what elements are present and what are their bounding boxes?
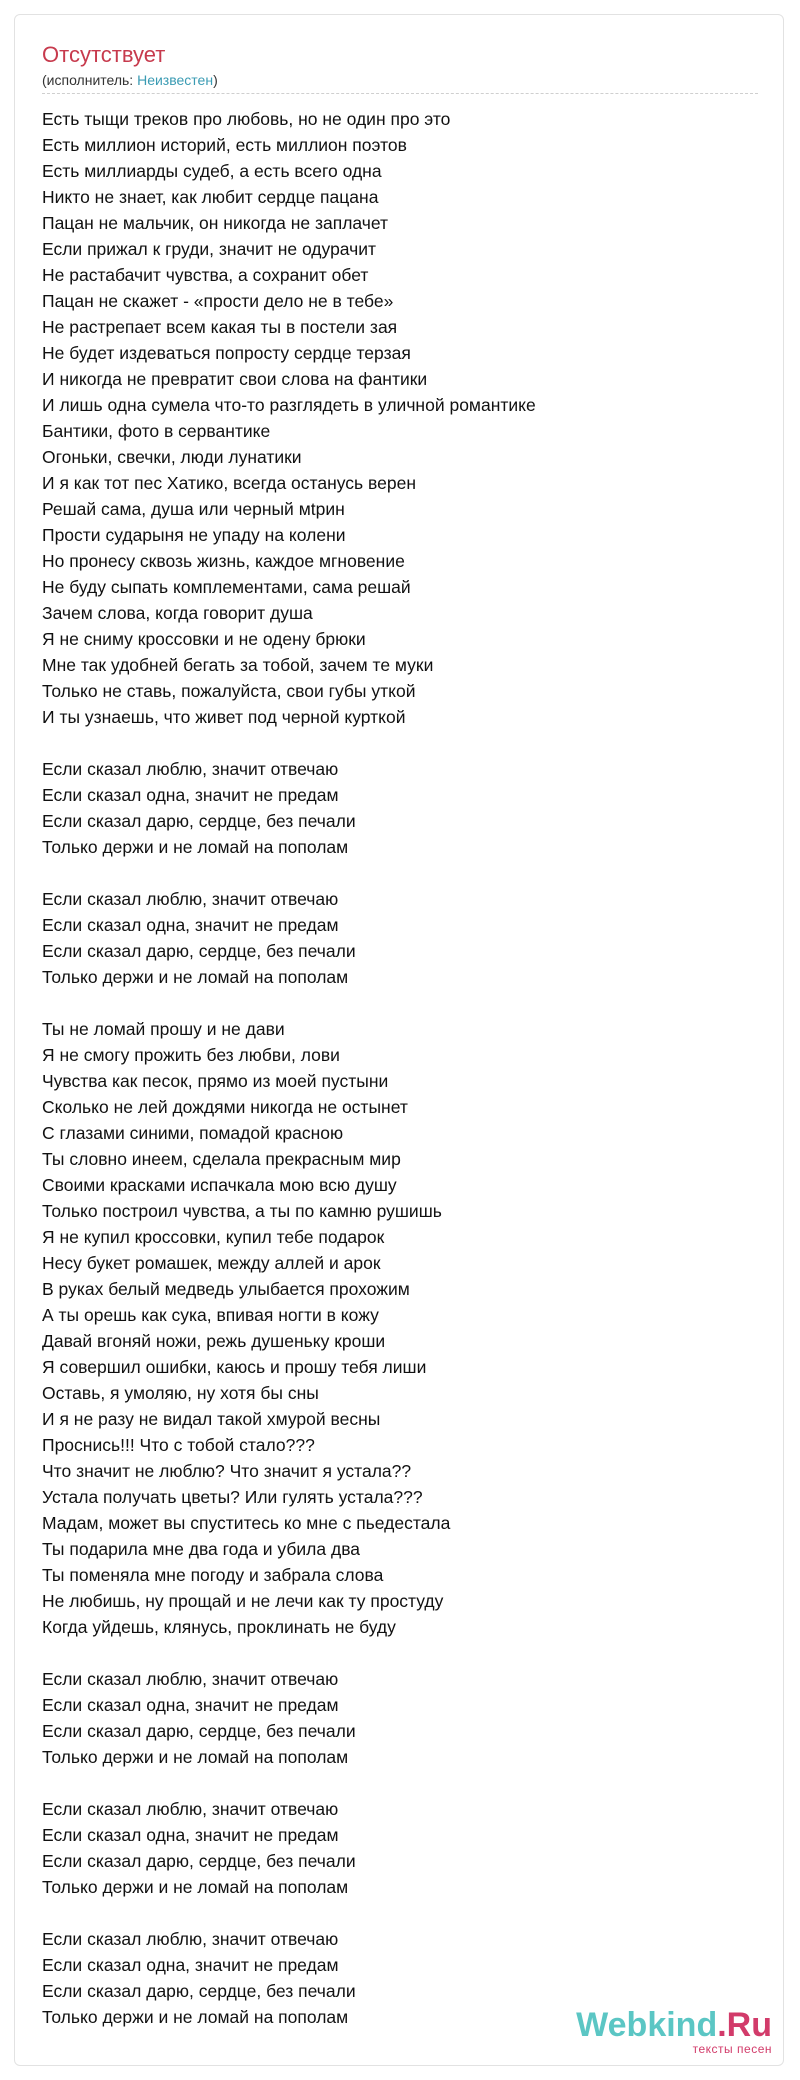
lyric-line: Давай вгоняй ножи, режь душеньку кроши	[42, 1331, 386, 1351]
lyric-line: В руках белый медведь улыбается прохожим	[42, 1279, 410, 1299]
lyric-line: Если сказал дарю, сердце, без печали	[42, 1981, 356, 2001]
lyric-line: И лишь одна сумела что-то разглядеть в уличной романтике	[42, 395, 536, 415]
artist-prefix: (исполнитель:	[42, 72, 138, 88]
lyric-line: Никто не знает, как любит сердце пацана	[42, 187, 379, 207]
lyric-line: Если сказал одна, значит не предам	[42, 785, 339, 805]
artist-suffix: )	[213, 72, 218, 88]
stanza-break	[42, 860, 758, 886]
lyric-line: Есть миллиарды судеб, а есть всего одна	[42, 161, 382, 181]
lyric-line: Огоньки, свечки, люди лунатики	[42, 447, 302, 467]
lyric-line: Только держи и не ломай на пополам	[42, 837, 349, 857]
lyric-line: Пацан не скажет - «прости дело не в тебе»	[42, 291, 394, 311]
lyric-line: Если сказал дарю, сердце, без печали	[42, 1851, 356, 1871]
lyrics-block	[42, 106, 758, 2030]
lyric-line: Только держи и не ломай на пополам	[42, 1877, 349, 1897]
site-logo[interactable]	[576, 2008, 772, 2056]
artist-link[interactable]: Неизвестен	[137, 72, 214, 88]
lyric-line: Что значит не люблю? Что значит я устала??	[42, 1461, 412, 1481]
lyric-line: Прости сударыня не упаду на колени	[42, 525, 346, 545]
lyric-line: Зачем слова, когда говорит душа	[42, 603, 313, 623]
lyric-line: Если сказал люблю, значит отвечаю	[42, 1929, 339, 1949]
lyric-line: Не растабачит чувства, а сохранит обет	[42, 265, 369, 285]
lyric-line: Если сказал дарю, сердце, без печали	[42, 941, 356, 961]
logo-tagline: тексты песен	[692, 2042, 772, 2056]
lyric-line: Только держи и не ломай на пополам	[42, 1747, 349, 1767]
lyric-line: Если сказал дарю, сердце, без печали	[42, 1721, 356, 1741]
lyric-line: Если сказал одна, значит не предам	[42, 1825, 339, 1845]
lyric-line: Несу букет ромашек, между аллей и арок	[42, 1253, 381, 1273]
lyric-line: И я не разу не видал такой хмурой весны	[42, 1409, 381, 1429]
logo-wordmark	[576, 2008, 772, 2042]
lyric-line: Чувства как песок, прямо из моей пустыни	[42, 1071, 389, 1091]
lyric-line: Ты поменяла мне погоду и забрала слова	[42, 1565, 384, 1585]
logo-main-part: Webkind	[576, 2006, 718, 2044]
lyric-line: Оставь, я умоляю, ну хотя бы сны	[42, 1383, 319, 1403]
stanza-break	[42, 1640, 758, 1666]
lyric-line: Если сказал дарю, сердце, без печали	[42, 811, 356, 831]
lyric-line: Ты словно инеем, сделала прекрасным мир	[42, 1149, 401, 1169]
lyric-line: Только построил чувства, а ты по камню рушишь	[42, 1201, 442, 1221]
logo-domain-part: .Ru	[717, 2006, 772, 2044]
lyric-line: Не буду сыпать комплементами, сама решай	[42, 577, 411, 597]
lyric-line: Когда уйдешь, клянусь, проклинать не буду	[42, 1617, 396, 1637]
lyric-line: Я не смогу прожить без любви, лови	[42, 1045, 340, 1065]
lyric-line: Если сказал одна, значит не предам	[42, 1955, 339, 1975]
lyric-line: Но пронесу сквозь жизнь, каждое мгновение	[42, 551, 405, 571]
lyric-line: Если сказал одна, значит не предам	[42, 915, 339, 935]
lyric-line: Ты подарила мне два года и убила два	[42, 1539, 361, 1559]
lyric-line: И ты узнаешь, что живет под черной курткой	[42, 707, 406, 727]
song-title: Отсутствует	[42, 42, 166, 67]
lyric-line: Если сказал одна, значит не предам	[42, 1695, 339, 1715]
header-divider	[42, 93, 758, 94]
lyric-line: С глазами синими, помадой красною	[42, 1123, 344, 1143]
lyric-line: Если сказал люблю, значит отвечаю	[42, 759, 339, 779]
lyric-line: Пацан не мальчик, он никогда не заплачет	[42, 213, 389, 233]
lyric-line: Я не купил кроссовки, купил тебе подарок	[42, 1227, 385, 1247]
lyric-line: Решай сама, душа или черный мtрин	[42, 499, 345, 519]
lyric-line: Только не ставь, пожалуйста, свои губы уткой	[42, 681, 416, 701]
lyric-line: Только держи и не ломай на пополам	[42, 2007, 349, 2027]
stanza-break	[42, 990, 758, 1016]
lyric-line: Проснись!!! Что с тобой стало???	[42, 1435, 315, 1455]
lyric-line: Ты не ломай прошу и не дави	[42, 1019, 285, 1039]
lyric-line: Есть миллион историй, есть миллион поэтов	[42, 135, 407, 155]
lyric-line: Есть тыщи треков про любовь, но не один про это	[42, 109, 451, 129]
lyric-line: Устала получать цветы? Или гулять устала???	[42, 1487, 423, 1507]
stanza-break	[42, 730, 758, 756]
lyric-line: Не будет издеваться попросту сердце терзая	[42, 343, 411, 363]
lyric-line: Если прижал к груди, значит не одурачит	[42, 239, 377, 259]
lyric-line: Не растрепает всем какая ты в постели зая	[42, 317, 398, 337]
lyric-line: Если сказал люблю, значит отвечаю	[42, 1799, 339, 1819]
lyric-line: Если сказал люблю, значит отвечаю	[42, 889, 339, 909]
lyric-line: Сколько не лей дождями никогда не остынет	[42, 1097, 408, 1117]
lyric-line: И я как тот пес Хатико, всегда останусь верен	[42, 473, 416, 493]
stanza-break	[42, 1770, 758, 1796]
lyric-line: Если сказал люблю, значит отвечаю	[42, 1669, 339, 1689]
lyric-line: Мадам, может вы спуститесь ко мне с пьедестала	[42, 1513, 451, 1533]
lyric-line: И никогда не превратит свои слова на фантики	[42, 369, 428, 389]
lyric-line: Бантики, фото в сервантике	[42, 421, 271, 441]
stanza-break	[42, 1900, 758, 1926]
lyric-line: Мне так удобней бегать за тобой, зачем те муки	[42, 655, 434, 675]
artist-line	[42, 72, 218, 88]
lyric-line: Я не сниму кроссовки и не одену брюки	[42, 629, 366, 649]
lyric-line: Я совершил ошибки, каюсь и прошу тебя лиши	[42, 1357, 427, 1377]
lyric-line: Не любишь, ну прощай и не лечи как ту простуду	[42, 1591, 444, 1611]
lyric-line: А ты орешь как сука, впивая ногти в кожу	[42, 1305, 379, 1325]
lyric-line: Только держи и не ломай на пополам	[42, 967, 349, 987]
lyric-line: Своими красками испачкала мою всю душу	[42, 1175, 397, 1195]
